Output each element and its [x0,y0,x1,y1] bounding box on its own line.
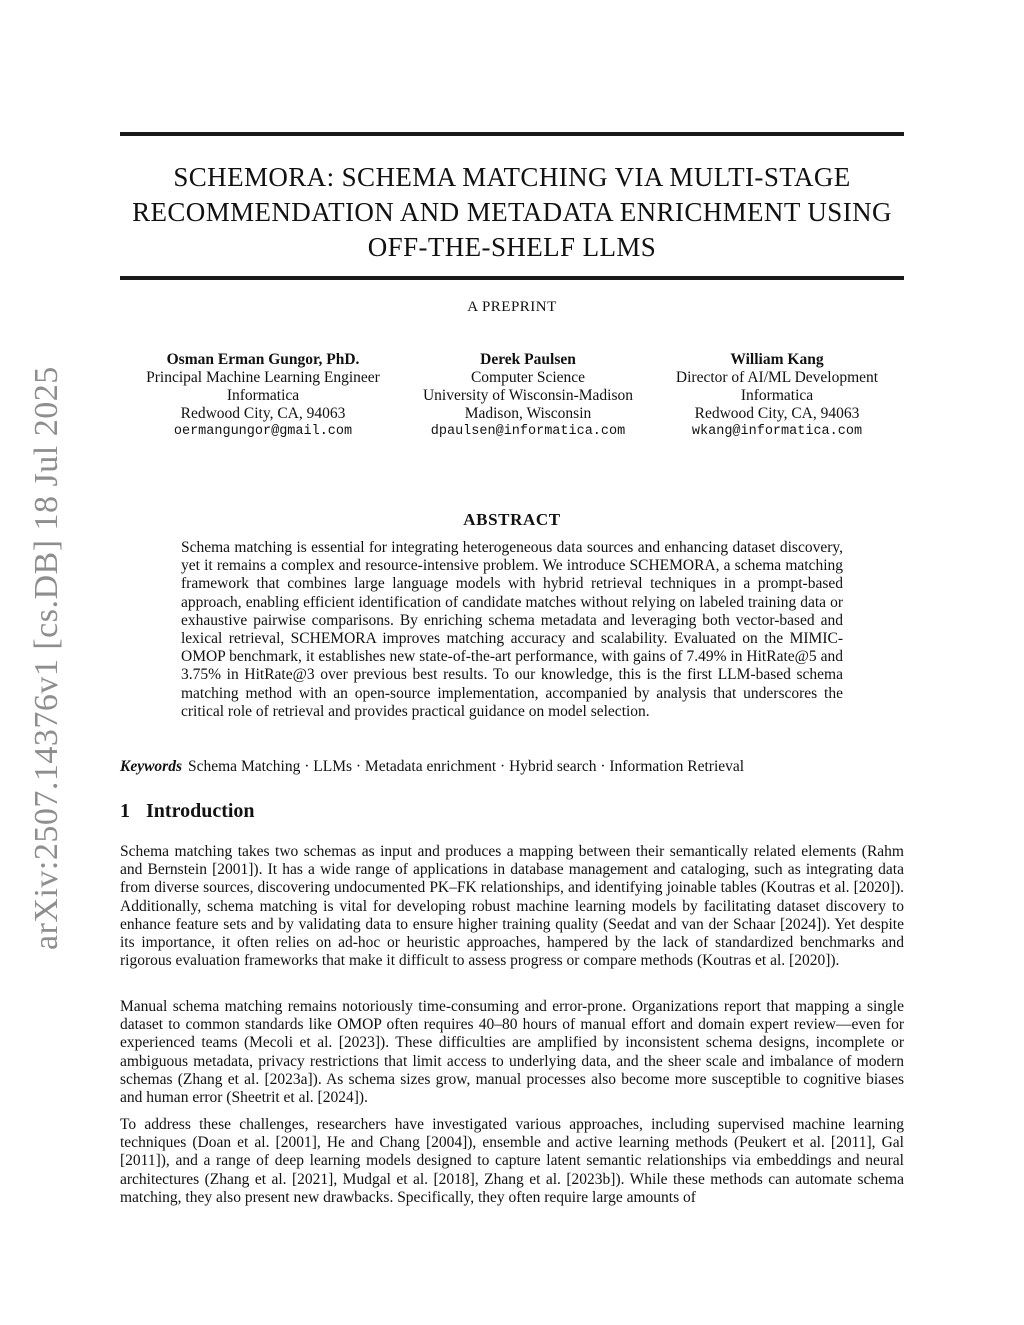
author-location: Redwood City, CA, 94063 [694,405,860,422]
author-block [123,351,403,441]
author-role: Principal Machine Learning Engineer [146,369,380,386]
preprint-label: A PREPRINT [467,299,557,315]
section-title: Introduction [146,800,255,822]
author-email[interactable]: wkang@informatica.com [691,424,863,439]
keywords-line [120,758,904,776]
paper-title [120,160,904,265]
abstract-text: Schema matching is essential for integrating heterogeneous data sources and enhancing dataset discovery, yet it remains a complex and resource-intensive problem. We introduce SCHEMORA, a schema matching framework that combines large language models with hybrid retrieval techniques in a prompt-based approach, enabling efficient identification of candidate matches without relying on labeled training data or exhaustive pairwise comparisons. By enriching schema metadata and leveraging both vector-based and lexical retrieval, SCHEMORA improves matching accuracy and scalability. Evaluated on the MIMIC-OMOP benchmark, it establishes new state-of-the-art performance, with gains of 7.49% in HitRate@5 and 3.75% in HitRate@3 over previous best results. To our knowledge, this is the first LLM-based schema matching method with an open-source implementation, accompanied by analysis that underscores the critical role of retrieval and provides practical guidance on model selection. [181,539,843,720]
arxiv-identifier: arXiv:2507.14376v1 [cs.DB] 18 Jul 2025 [28,366,65,950]
title-line-1: SCHEMORA: SCHEMA MATCHING VIA MULTI-STAGE [173,162,851,192]
section-number: 1 [120,800,130,822]
author-block [637,351,917,441]
author-location: Madison, Wisconsin [464,405,592,422]
author-name: Derek Paulsen [480,351,576,368]
author-email[interactable]: dpaulsen@informatica.com [430,424,626,439]
author-name: Osman Erman Gungor, PhD. [166,351,360,368]
author-location: Redwood City, CA, 94063 [180,405,346,422]
author-email[interactable]: oermangungor@gmail.com [173,424,353,439]
keywords-text: Schema Matching · LLMs · Metadata enrichment · Hybrid search · Information Retrieval [188,758,745,775]
intro-paragraph: Schema matching takes two schemas as input and produces a mapping between their semantically related elements (Rahm and Bernstein [2001]). It has a wide range of applications in database management and cataloging, such as integrating data from diverse sources, discovering undocumented PK–FK relationships, and identifying joinable tables (Koutras et al. [2020]). Additionally, schema matching is vital for developing robust machine learning models by facilitating dataset discovery to enhance feature sets and by validating data to ensure higher training quality (Seedat and van der Schaar [2024]). Yet despite its importance, it often relies on ad-hoc or heuristic approaches, hampered by the lack of standardized benchmarks and rigorous evaluation frameworks that make it difficult to assess progress or compare methods (Koutras et al. [2020]). [120,843,904,970]
author-org: University of Wisconsin-Madison [422,387,634,404]
intro-paragraph: Manual schema matching remains notoriously time-consuming and error-prone. Organizations report that mapping a single dataset to common standards like OMOP often requires 40–80 hours of manual effort and domain expert review—even for experienced teams (Mecoli et al. [2023]). These difficulties are amplified by inconsistent schema designs, incomplete or ambiguous metadata, privacy restrictions that limit access to underlying data, and the sheer scale and imbalance of modern schemas (Zhang et al. [2023a]). As schema sizes grow, manual processes also become more susceptible to cognitive biases and human error (Sheetrit et al. [2024]). [120,998,904,1107]
author-name: William Kang [730,351,824,368]
author-role: Computer Science [470,369,586,386]
abstract-heading: ABSTRACT [463,510,561,529]
author-block [388,351,668,441]
title-rule-bottom [120,276,904,280]
title-rule-top [120,132,904,136]
keywords-label: Keywords [120,758,182,775]
author-role: Director of AI/ML Development [675,369,879,386]
title-line-3: OFF-THE-SHELF LLMS [367,232,657,262]
title-line-2: RECOMMENDATION AND METADATA ENRICHMENT USING [132,197,892,227]
intro-paragraph: To address these challenges, researchers have investigated various approaches, including supervised machine learning techniques (Doan et al. [2001], He and Chang [2004]), ensemble and active learning methods (Peukert et al. [2011], Gal [2011]), and a range of deep learning models designed to capture latent semantic relationships via embeddings and neural architectures (Zhang et al. [2021], Mudgal et al. [2018], Zhang et al. [2023b]). While these methods can automate schema matching, they also present new drawbacks. Specifically, they often require large amounts of [120,1116,904,1206]
author-org: Informatica [740,387,814,404]
author-org: Informatica [226,387,300,404]
section-heading [120,800,255,823]
